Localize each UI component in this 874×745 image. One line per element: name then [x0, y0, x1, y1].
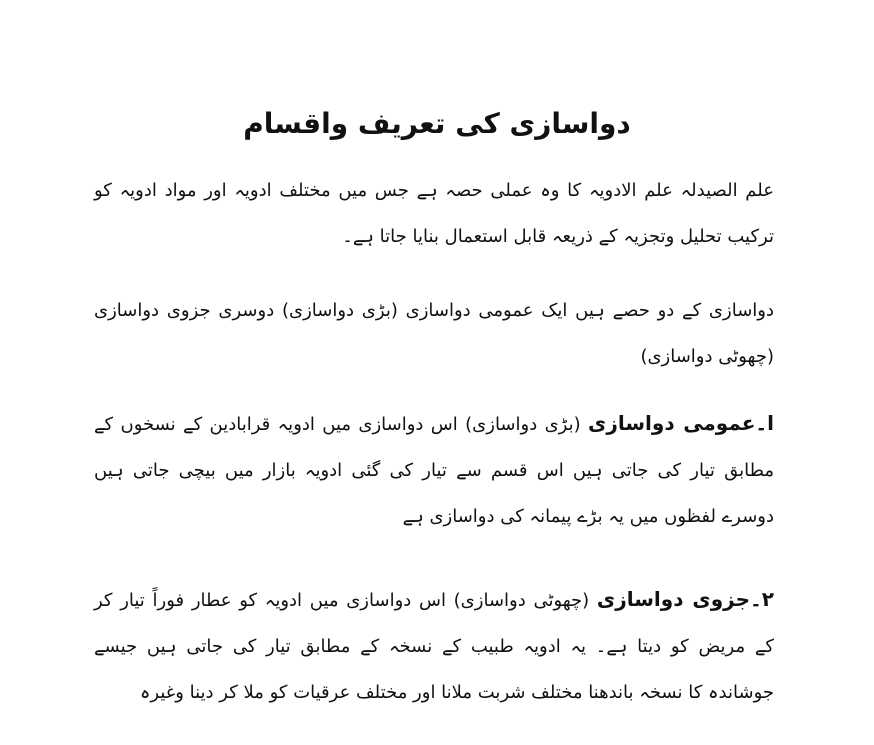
paragraph-partial-pharmacy: [94, 576, 774, 716]
paragraph-general-pharmacy: [94, 400, 774, 540]
document-title: دواسازی کی تعریف واقسام: [243, 107, 631, 140]
paragraph-text: دواسازی کے دو حصے ہیں ایک عمومی دواسازی (بڑی دواسازی) دوسری جزوی دواسازی (چھوٹی دواسازی): [94, 300, 774, 367]
paragraph-heading: ۲۔جزوی دواسازی: [596, 587, 774, 611]
paragraph-definition: [94, 168, 774, 260]
paragraph-text: علم الصیدلہ علم الادویہ کا وہ عملی حصہ ہے جس میں مختلف ادویہ اور مواد ادویہ کو ترکیب تحلیل وتجزیہ کے ذریعہ قابل استعمال بنایا جاتا ہے۔: [94, 180, 774, 247]
paragraph-text: (بڑی دواسازی) اس دواسازی میں ادویہ قرابادین کے نسخوں کے مطابق تیار کی جاتی ہیں اس قسم سے تیار کی گئی ادویہ بازار میں بیچی جاتی ہیں دوسرے لفظوں میں یہ بڑے پیمانہ کی دواسازی ہے: [94, 414, 774, 527]
paragraph-heading: ا۔عمومی دواسازی: [588, 411, 774, 435]
paragraph-text: (چھوٹی دواسازی) اس دواسازی میں ادویہ کو عطار فوراً تیار کر کے مریض کو دیتا ہے۔ یہ ادویہ طبیب کے نسخہ کے مطابق تیار کی جاتی ہیں جیسے جوشاندہ کا نسخہ باندھنا مختلف شربت ملانا اور مختلف عرقیات کو ملا کر دینا وغیرہ: [94, 590, 774, 703]
paragraph-types: [94, 288, 774, 380]
